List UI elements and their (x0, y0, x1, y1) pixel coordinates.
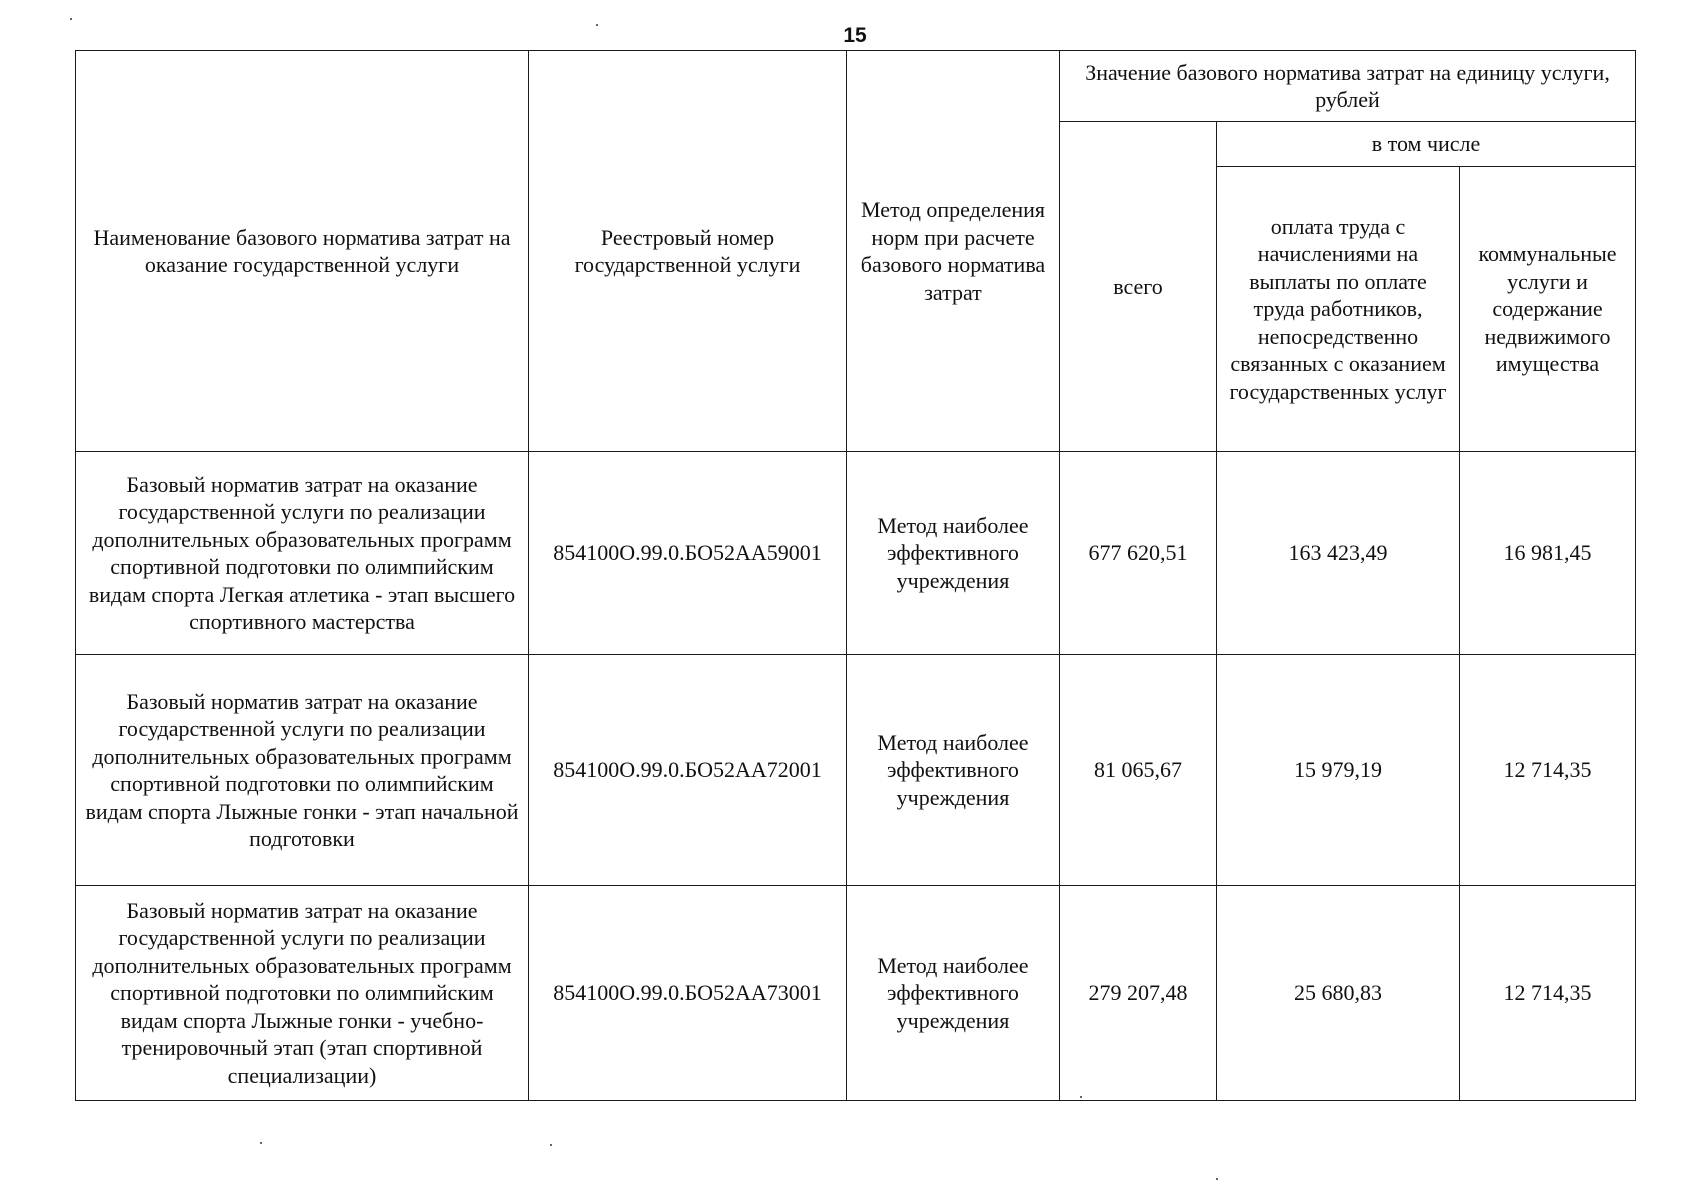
scan-speck (550, 1144, 552, 1146)
cell-method: Метод наиболее эффективного учреждения (847, 452, 1060, 655)
cell-labor: 163 423,49 (1217, 452, 1460, 655)
cell-name: Базовый норматив затрат на оказание государственной услуги по реализации дополнительных образовательных программ спортивной подготовки по олимпийским видам спорта Лыжные гонки - учебно-тренировочный этап (этап спортивной специализации) (76, 886, 529, 1101)
cell-total: 677 620,51 (1060, 452, 1217, 655)
header-total: всего (1060, 122, 1217, 452)
scan-speck (260, 1142, 262, 1144)
cell-labor: 15 979,19 (1217, 655, 1460, 886)
cell-total: 279 207,48 (1060, 886, 1217, 1101)
cell-utilities: 12 714,35 (1460, 655, 1636, 886)
cell-method: Метод наиболее эффективного учреждения (847, 655, 1060, 886)
header-name: Наименование базового норматива затрат на оказание государственной услуги (76, 51, 529, 452)
table-row (76, 886, 1636, 1101)
cell-utilities: 16 981,45 (1460, 452, 1636, 655)
header-labor: оплата труда с начислениями на выплаты по оплате труда работников, непосредственно связанных с оказанием государственных услуг (1217, 167, 1460, 452)
header-registry: Реестровый номер государственной услуги (529, 51, 847, 452)
page-number: 15 (843, 24, 867, 47)
norms-table (75, 50, 1636, 1101)
scan-speck (70, 18, 72, 20)
header-value-group: Значение базового норматива затрат на единицу услуги, рублей (1060, 51, 1636, 122)
cell-registry: 854100О.99.0.БО52АА59001 (529, 452, 847, 655)
table-row (76, 452, 1636, 655)
cell-total: 81 065,67 (1060, 655, 1217, 886)
scan-speck (1216, 1178, 1218, 1180)
header-utilities: коммунальные услуги и содержание недвижимого имущества (1460, 167, 1636, 452)
cell-registry: 854100О.99.0.БО52АА73001 (529, 886, 847, 1101)
cell-name: Базовый норматив затрат на оказание государственной услуги по реализации дополнительных образовательных программ спортивной подготовки по олимпийским видам спорта Легкая атлетика - этап высшего спортивного мастерства (76, 452, 529, 655)
scan-speck (1080, 1096, 1082, 1098)
table-row (76, 655, 1636, 886)
header-row-1 (76, 51, 1636, 122)
header-method: Метод определения норм при расчете базового норматива затрат (847, 51, 1060, 452)
cell-utilities: 12 714,35 (1460, 886, 1636, 1101)
cell-method: Метод наиболее эффективного учреждения (847, 886, 1060, 1101)
header-including: в том числе (1217, 122, 1636, 167)
scan-speck (596, 24, 598, 26)
cell-name: Базовый норматив затрат на оказание государственной услуги по реализации дополнительных образовательных программ спортивной подготовки по олимпийским видам спорта Лыжные гонки - этап начальной подготовки (76, 655, 529, 886)
cell-registry: 854100О.99.0.БО52АА72001 (529, 655, 847, 886)
cell-labor: 25 680,83 (1217, 886, 1460, 1101)
